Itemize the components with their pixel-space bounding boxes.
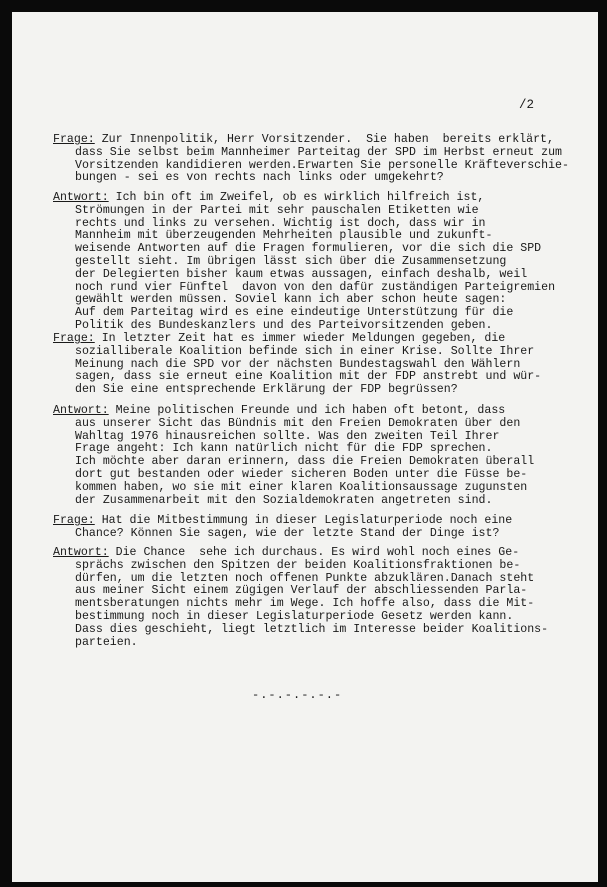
text-line: gestellt sieht. Im übrigen lässt sich über die Zusammensetzung xyxy=(75,254,507,268)
text-line: Strömungen in der Partei mit sehr pauschalen Etiketten wie xyxy=(75,203,479,217)
end-separator: -.-.-.-.-.- xyxy=(252,688,343,702)
answer-block-1 xyxy=(53,192,573,333)
block-first-line: Antwort: Ich bin oft im Zweifel, ob es wirklich hilfreich ist, xyxy=(53,191,485,204)
text-line: Meinung nach die SPD vor der nächsten Bundestagswahl den Wählern xyxy=(75,357,521,371)
question-block-1 xyxy=(53,134,573,185)
text-line: bungen - sei es von rechts nach links oder umgekehrt? xyxy=(75,171,444,185)
text-line: der Zusammenarbeit mit den Sozialdemokraten angetreten sind. xyxy=(75,493,493,507)
text-line: Politik des Bundeskanzlers und des Parteivorsitzenden geben. xyxy=(75,318,493,332)
text-line: weisende Antworten auf die Fragen formulieren, vor die sich die SPD xyxy=(75,242,542,256)
text-line: Wahltag 1976 hinausreichen sollte. Was den zweiten Teil Ihrer xyxy=(75,429,500,443)
text-line: gewählt werden müssen. Soviel kann ich aber schon heute sagen: xyxy=(75,293,507,307)
text-line: Mannheim mit überzeugenden Mehrheiten plausible und zukunft- xyxy=(75,229,493,243)
text-line: Vorsitzenden kandidieren werden.Erwarten Sie personelle Kräfteverschie- xyxy=(75,158,569,172)
text-line: noch rund vier Fünftel davon von den dafür zuständigen Parteigremien xyxy=(75,280,556,294)
answer-block-3 xyxy=(53,547,573,649)
question-label: Frage: xyxy=(53,133,95,146)
question-block-2 xyxy=(53,333,573,397)
text-line: Auf dem Parteitag wird es eine eindeutige Unterstützung für die xyxy=(75,306,514,320)
question-label: Frage: xyxy=(53,514,95,527)
answer-label: Antwort: xyxy=(53,191,109,204)
text-line: dort gut bestanden oder wieder sicheren Boden unter die Füsse be- xyxy=(75,467,528,481)
answer-label: Antwort: xyxy=(53,404,109,417)
text-line: mentsberatungen nichts mehr im Wege. Ich hoffe also, dass die Mit- xyxy=(75,597,535,611)
text-line: rechts und links zu versehen. Wichtig ist doch, dass wir in xyxy=(75,216,486,230)
block-first-line: Antwort: Die Chance sehe ich durchaus. Es wird wohl noch eines Ge- xyxy=(53,546,520,559)
block-first-line: Antwort: Meine politischen Freunde und ich haben oft betont, dass xyxy=(53,404,506,417)
text-line: sagen, dass sie erneut eine Koalition mit der FDP anstrebt und wür- xyxy=(75,370,542,384)
text-line: der Delegierten bisher kaum etwas aussagen, einfach deshalb, weil xyxy=(75,267,528,281)
text-line: Frage angeht: Ich kann natürlich nicht für die FDP sprechen. xyxy=(75,442,493,456)
text-line: aus unserer Sicht das Bündnis mit den Freien Demokraten über den xyxy=(75,416,521,430)
text-line: aus meiner Sicht einem zügigen Verlauf der abschliessenden Parla- xyxy=(75,584,528,598)
document-page xyxy=(12,12,598,882)
question-block-3 xyxy=(53,515,573,541)
text-line: den Sie eine entsprechende Erklärung der FDP begrüssen? xyxy=(75,383,458,397)
text-line: kommen haben, wo sie mit einer klaren Koalitionsaussage zugunsten xyxy=(75,480,528,494)
text-line: dass Sie selbst beim Mannheimer Parteitag der SPD im Herbst erneut zum xyxy=(75,145,563,159)
page-number: /2 xyxy=(519,98,535,112)
text-line: Dass dies geschieht, liegt letztlich im Interesse beider Koalitions- xyxy=(75,622,549,636)
answer-label: Antwort: xyxy=(53,546,109,559)
text-line: bestimmung noch in dieser Legislaturperiode Gesetz werden kann. xyxy=(75,609,514,623)
answer-block-2 xyxy=(53,405,573,507)
text-line: sprächs zwischen den Spitzen der beiden Koalitionsfraktionen be- xyxy=(75,558,521,572)
text-line: parteien. xyxy=(75,635,138,649)
block-first-line: Frage: Zur Innenpolitik, Herr Vorsitzender. Sie haben bereits erklärt, xyxy=(53,133,554,146)
block-first-line: Frage: In letzter Zeit hat es immer wieder Meldungen gegeben, die xyxy=(53,332,506,345)
text-line: sozialliberale Koalition befinde sich in einer Krise. Sollte Ihrer xyxy=(75,344,535,358)
question-label: Frage: xyxy=(53,332,95,345)
text-line: Chance? Können Sie sagen, wie der letzte Stand der Dinge ist? xyxy=(75,526,500,540)
text-line: dürfen, um die letzten noch offenen Punkte abzuklären.Danach steht xyxy=(75,571,535,585)
block-first-line: Frage: Hat die Mitbestimmung in dieser Legislaturperiode noch eine xyxy=(53,514,513,527)
text-line: Ich möchte aber daran erinnern, dass die Freien Demokraten überall xyxy=(75,455,535,469)
